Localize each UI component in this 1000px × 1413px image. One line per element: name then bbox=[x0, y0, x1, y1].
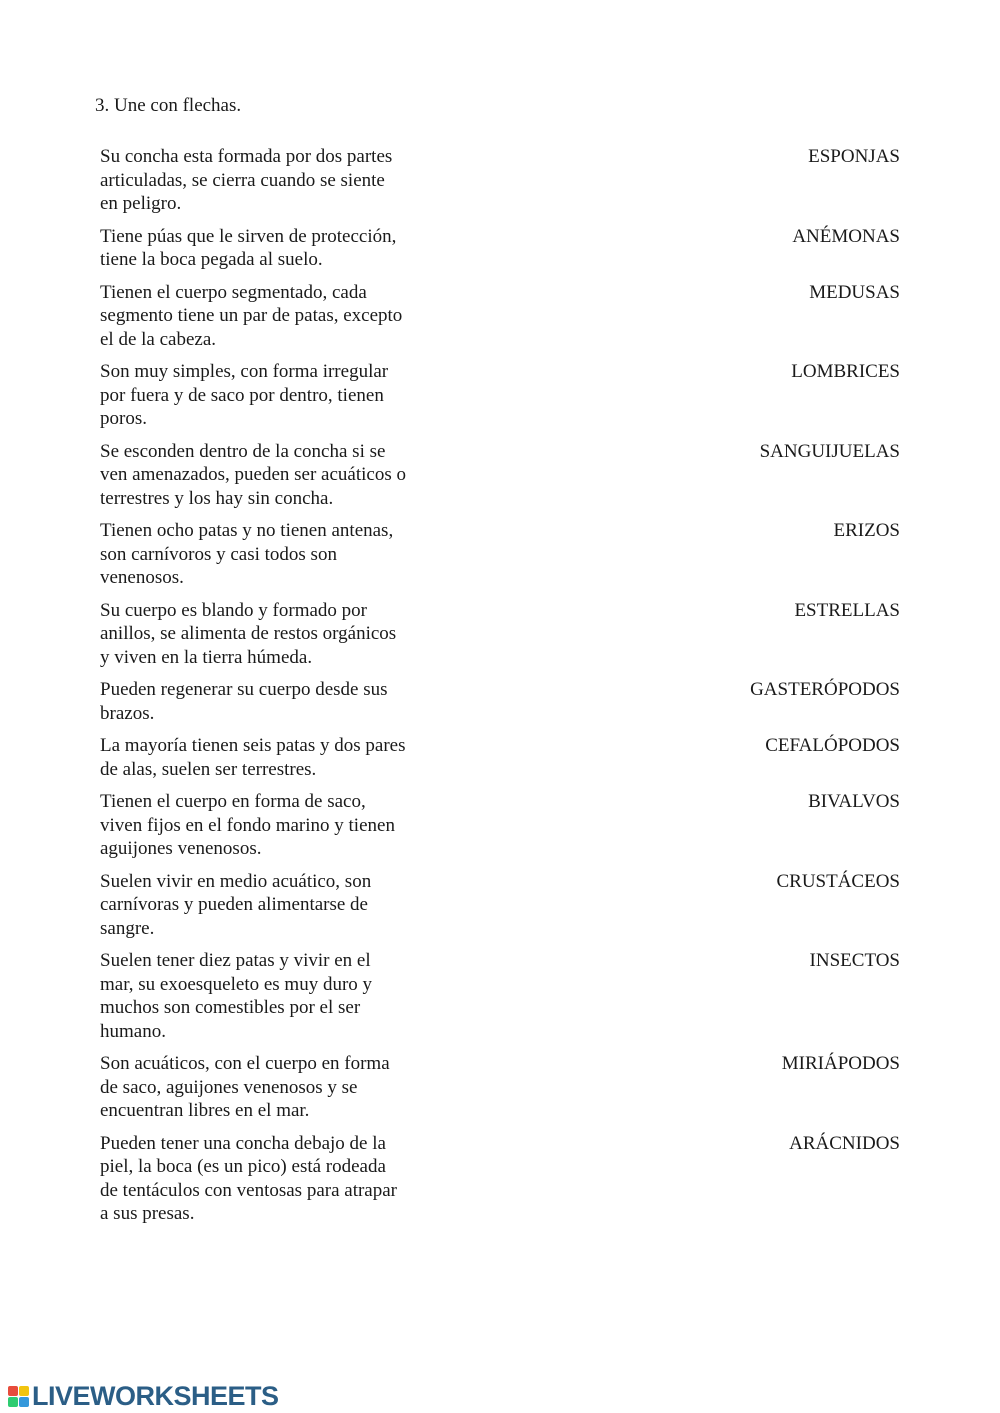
description-line: sangre. bbox=[100, 917, 155, 939]
description-line: carnívoras y pueden alimentarse de bbox=[100, 894, 368, 915]
description-line: Pueden tener una concha debajo de la bbox=[100, 1132, 386, 1154]
description-line: Su concha esta formada por dos partes bbox=[100, 146, 393, 167]
description-line: Son muy simples, con forma irregular bbox=[100, 361, 389, 382]
term-label[interactable]: CEFALÓPODOS bbox=[765, 735, 900, 756]
term-label[interactable]: MIRIÁPODOS bbox=[781, 1053, 900, 1074]
description-line: muchos son comestibles por el ser bbox=[100, 997, 361, 1018]
description-line: Son acuáticos, con el cuerpo en forma bbox=[100, 1053, 390, 1074]
description-line: venenosos. bbox=[100, 567, 184, 588]
description-text[interactable] bbox=[100, 734, 430, 781]
description-line: poros. bbox=[100, 408, 147, 429]
match-row bbox=[100, 225, 900, 272]
description-line: aguijones venenosos. bbox=[100, 838, 262, 859]
match-row bbox=[100, 145, 900, 216]
description-text[interactable] bbox=[100, 678, 430, 725]
match-row bbox=[100, 870, 900, 941]
description-line: Pueden regenerar su cuerpo desde sus bbox=[100, 679, 388, 700]
description-line: son carnívoros y casi todos son bbox=[100, 543, 337, 565]
logo-block bbox=[8, 1386, 18, 1396]
description-text[interactable] bbox=[100, 519, 430, 590]
term-label[interactable]: SANGUIJUELAS bbox=[759, 440, 900, 462]
exercise-heading: 3. Une con flechas. bbox=[95, 95, 242, 116]
description-line: en peligro. bbox=[100, 193, 182, 214]
match-row bbox=[100, 1052, 900, 1123]
description-line: La mayoría tienen seis patas y dos pares bbox=[100, 735, 406, 756]
term-label[interactable]: ESPONJAS bbox=[808, 146, 900, 167]
logo-block bbox=[8, 1397, 18, 1407]
description-line: Suelen vivir en medio acuático, son bbox=[100, 870, 372, 892]
term-label[interactable]: ARÁCNIDOS bbox=[789, 1132, 900, 1154]
description-line: segmento tiene un par de patas, excepto bbox=[100, 305, 403, 326]
match-row bbox=[100, 599, 900, 670]
description-line: mar, su exoesqueleto es muy duro y bbox=[100, 973, 373, 995]
description-line: Su cuerpo es blando y formado por bbox=[100, 599, 367, 621]
term-label[interactable]: MEDUSAS bbox=[809, 281, 900, 303]
matching-rows bbox=[100, 145, 900, 1235]
match-row bbox=[100, 734, 900, 781]
logo-blocks-icon bbox=[8, 1386, 29, 1407]
match-row bbox=[100, 519, 900, 590]
description-line: humano. bbox=[100, 1020, 166, 1042]
description-line: articuladas, se cierra cuando se siente bbox=[100, 169, 385, 191]
match-row bbox=[100, 1132, 900, 1226]
term-label[interactable]: CRUSTÁCEOS bbox=[776, 870, 900, 892]
description-line: terrestres y los hay sin concha. bbox=[100, 487, 334, 509]
description-line: piel, la boca (es un pico) está rodeada bbox=[100, 1156, 386, 1177]
description-line: tiene la boca pegada al suelo. bbox=[100, 249, 323, 270]
description-line: el de la cabeza. bbox=[100, 328, 217, 350]
description-line: Suelen tener diez patas y vivir en el bbox=[100, 950, 371, 971]
description-text[interactable] bbox=[100, 790, 430, 861]
description-line: brazos. bbox=[100, 702, 155, 724]
description-text[interactable] bbox=[100, 281, 430, 352]
description-text[interactable] bbox=[100, 1132, 430, 1226]
match-row bbox=[100, 440, 900, 511]
logo-block bbox=[19, 1397, 29, 1407]
description-line: a sus presas. bbox=[100, 1203, 195, 1224]
term-label[interactable]: GASTERÓPODOS bbox=[750, 679, 900, 700]
description-text[interactable] bbox=[100, 1052, 430, 1123]
term-label[interactable]: ERIZOS bbox=[833, 520, 900, 541]
logo-text: LIVEWORKSHEETS bbox=[32, 1380, 279, 1411]
match-row bbox=[100, 949, 900, 1043]
logo-block bbox=[19, 1386, 29, 1396]
match-row bbox=[100, 360, 900, 431]
match-row bbox=[100, 678, 900, 725]
description-line: Se esconden dentro de la concha si se bbox=[100, 440, 386, 462]
description-text[interactable] bbox=[100, 949, 430, 1043]
description-text[interactable] bbox=[100, 599, 430, 670]
description-text[interactable] bbox=[100, 870, 430, 941]
match-row bbox=[100, 281, 900, 352]
description-line: de alas, suelen ser terrestres. bbox=[100, 758, 317, 780]
term-label[interactable]: ANÉMONAS bbox=[792, 225, 900, 247]
description-line: Tienen el cuerpo segmentado, cada bbox=[100, 281, 367, 303]
description-line: viven fijos en el fondo marino y tienen bbox=[100, 814, 395, 836]
description-line: por fuera y de saco por dentro, tienen bbox=[100, 384, 384, 406]
description-line: Tienen el cuerpo en forma de saco, bbox=[100, 791, 366, 812]
description-text[interactable] bbox=[100, 440, 430, 511]
match-row bbox=[100, 790, 900, 861]
liveworksheets-logo bbox=[8, 1381, 279, 1411]
term-label[interactable]: LOMBRICES bbox=[791, 361, 900, 382]
term-label[interactable]: INSECTOS bbox=[809, 950, 900, 971]
description-text[interactable] bbox=[100, 360, 430, 431]
term-label[interactable]: ESTRELLAS bbox=[794, 599, 900, 621]
description-line: de tentáculos con ventosas para atrapar bbox=[100, 1179, 398, 1201]
description-line: de saco, aguijones venenosos y se bbox=[100, 1076, 358, 1098]
description-line: Tienen ocho patas y no tienen antenas, bbox=[100, 520, 394, 541]
description-text[interactable] bbox=[100, 225, 430, 272]
description-text[interactable] bbox=[100, 145, 430, 216]
description-line: y viven en la tierra húmeda. bbox=[100, 646, 313, 668]
description-line: anillos, se alimenta de restos orgánicos bbox=[100, 623, 397, 644]
description-line: ven amenazados, pueden ser acuáticos o bbox=[100, 464, 406, 485]
description-line: Tiene púas que le sirven de protección, bbox=[100, 225, 397, 247]
term-label[interactable]: BIVALVOS bbox=[808, 791, 900, 812]
description-line: encuentran libres en el mar. bbox=[100, 1100, 310, 1121]
